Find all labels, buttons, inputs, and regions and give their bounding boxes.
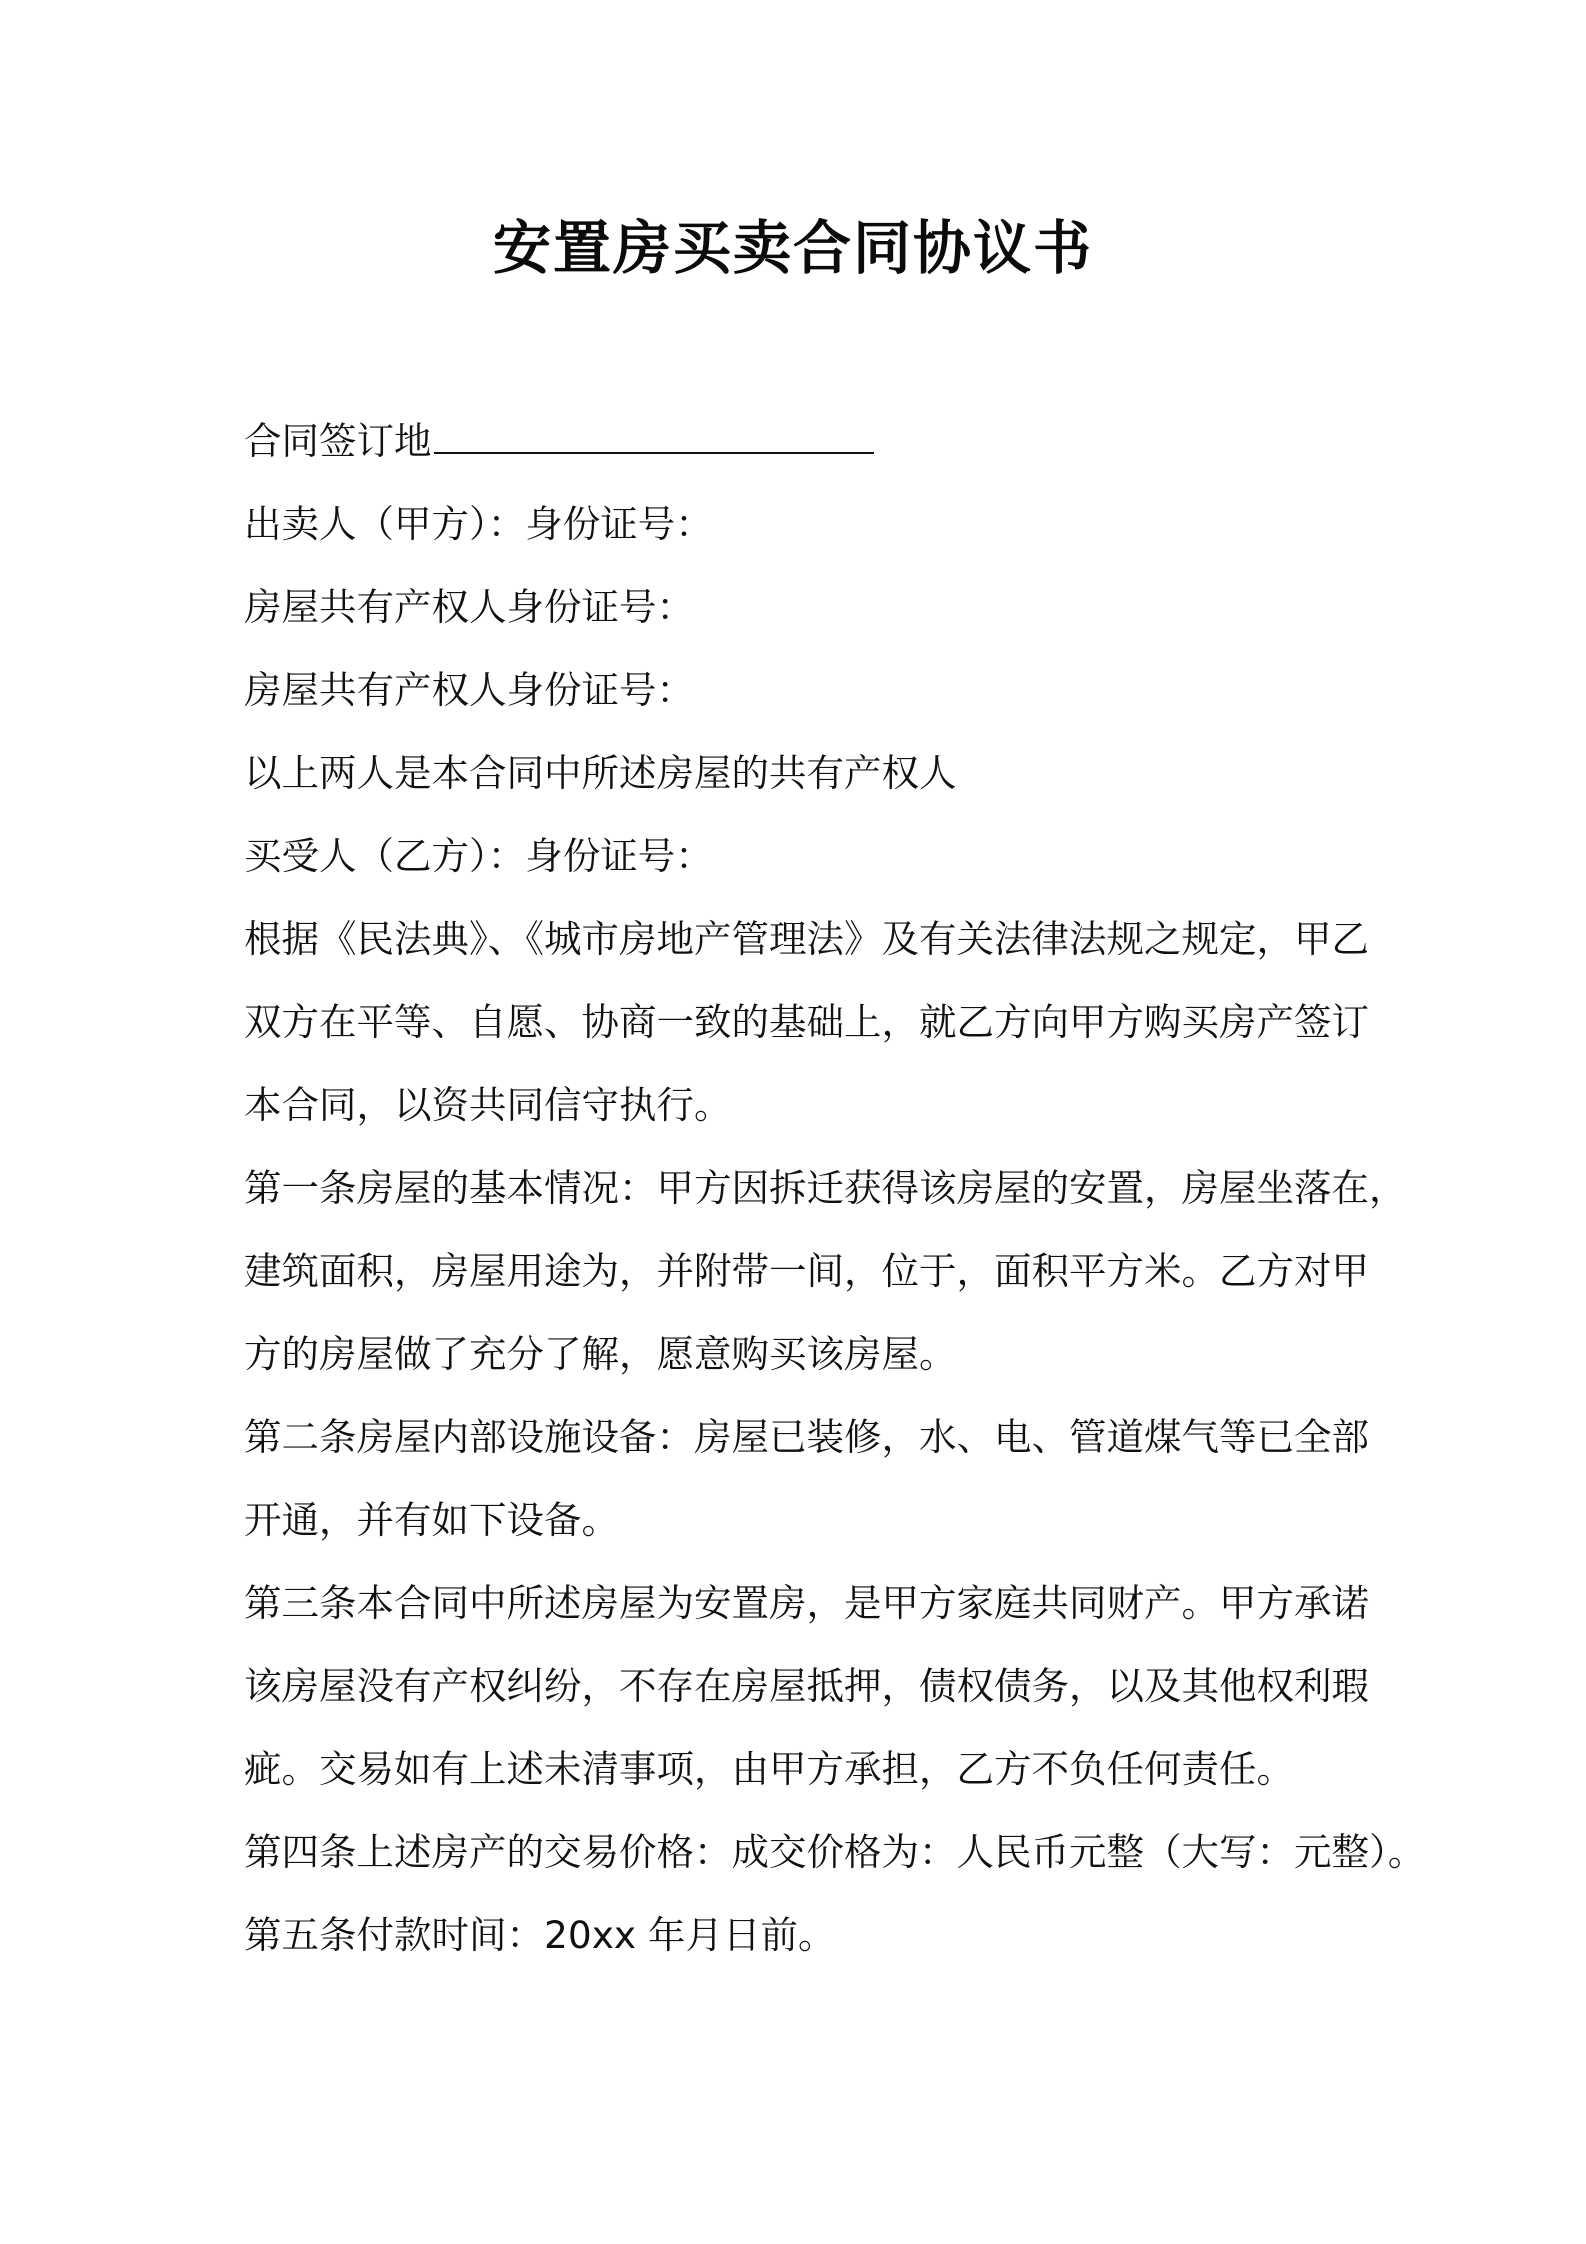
seller-line: 出卖人（甲方）：身份证号： (244, 502, 713, 546)
co-owner-line: 房屋共有产权人身份证号： (244, 585, 694, 629)
article-2-paragraph (244, 1396, 1369, 1562)
paragraph-line: 开通，并有如下设备。 (244, 1498, 619, 1542)
sign-place-line (244, 400, 1354, 483)
co-owner-note: 以上两人是本合同中所述房屋的共有产权人 (244, 751, 957, 795)
paragraph-line: 建筑面积，房屋用途为，并附带一间，位于，面积平方米。乙方对甲 (244, 1249, 1369, 1293)
article-5-paragraph (244, 1894, 1354, 1977)
buyer-line: 买受人（乙方）：身份证号： (244, 834, 713, 878)
article-1-paragraph (244, 1147, 1407, 1396)
co-owner-line: 房屋共有产权人身份证号： (244, 668, 694, 712)
paragraph-line: 方的房屋做了充分了解，愿意购买该房屋。 (244, 1332, 957, 1376)
paragraph-line: 该房屋没有产权纠纷，不存在房屋抵押，债权债务，以及其他权利瑕 (244, 1664, 1369, 1708)
paragraph-line: 第一条房屋的基本情况：甲方因拆迁获得该房屋的安置，房屋坐落在， (244, 1166, 1407, 1210)
sign-place-label: 合同签订地 (244, 419, 432, 463)
article-3-paragraph (244, 1562, 1369, 1811)
sign-place-blank (434, 422, 874, 454)
article-4-paragraph (244, 1811, 1426, 1894)
paragraph-line: 第二条房屋内部设施设备：房屋已装修，水、电、管道煤气等已全部 (244, 1415, 1369, 1459)
preamble-paragraph (244, 898, 1369, 1147)
document-title: 安置房买卖合同协议书 (492, 214, 1093, 282)
paragraph-line: 双方在平等、自愿、协商一致的基础上，就乙方向甲方购买房产签订 (244, 1000, 1369, 1044)
paragraph-line: 第五条付款时间：20xx 年月日前。 (244, 1913, 836, 1957)
paragraph-line: 疵。交易如有上述未清事项，由甲方承担，乙方不负任何责任。 (244, 1747, 1294, 1791)
paragraph-line: 根据《民法典》、《城市房地产管理法》及有关法律法规之规定，甲乙 (244, 917, 1369, 961)
paragraph-line: 第四条上述房产的交易价格：成交价格为：人民币元整（大写：元整）。 (244, 1830, 1426, 1874)
document-body (244, 400, 1426, 1977)
paragraph-line: 本合同，以资共同信守执行。 (244, 1083, 732, 1127)
paragraph-line: 第三条本合同中所述房屋为安置房，是甲方家庭共同财产。甲方承诺 (244, 1581, 1369, 1625)
